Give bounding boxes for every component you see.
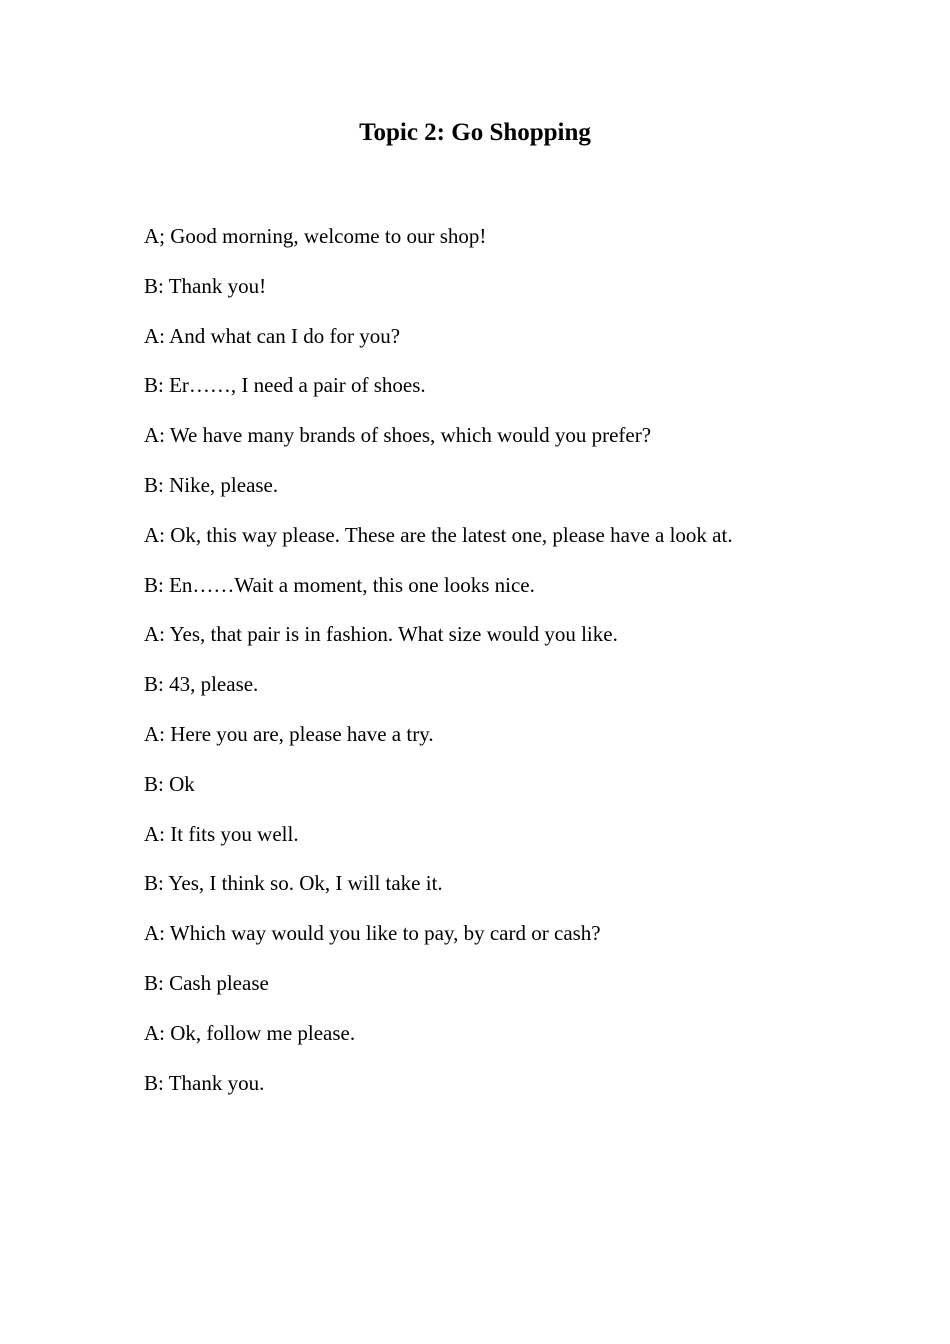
dialogue-line: B: 43, please. (144, 672, 259, 697)
dialogue-line: A: We have many brands of shoes, which would you prefer? (144, 423, 652, 448)
dialogue-list (144, 219, 904, 1115)
dialogue-line: A: Ok, this way please. These are the latest one, please have a look at. (144, 522, 733, 547)
dialogue-line: B: Cash please (144, 970, 269, 995)
dialogue-line: A: Yes, that pair is in fashion. What size would you like. (144, 622, 618, 647)
page-title: Topic 2: Go Shopping (359, 119, 591, 146)
dialogue-line: A: And what can I do for you? (144, 323, 401, 348)
dialogue-line: A: It fits you well. (144, 821, 299, 846)
dialogue-line: A: Which way would you like to pay, by card or cash? (144, 921, 601, 946)
dialogue-line: B: Thank you! (144, 273, 267, 298)
dialogue-line: B: Thank you. (144, 1070, 265, 1095)
dialogue-line: B: Ok (144, 771, 195, 796)
dialogue-line: B: En……Wait a moment, this one looks nice. (144, 572, 535, 597)
dialogue-line: A; Good morning, welcome to our shop! (144, 224, 487, 248)
dialogue-line: B: Er……, I need a pair of shoes. (144, 373, 426, 398)
dialogue-line: B: Yes, I think so. Ok, I will take it. (144, 871, 443, 896)
dialogue-line: A: Here you are, please have a try. (144, 721, 434, 746)
dialogue-line: B: Nike, please. (144, 472, 279, 497)
dialogue-line: A: Ok, follow me please. (144, 1020, 356, 1045)
